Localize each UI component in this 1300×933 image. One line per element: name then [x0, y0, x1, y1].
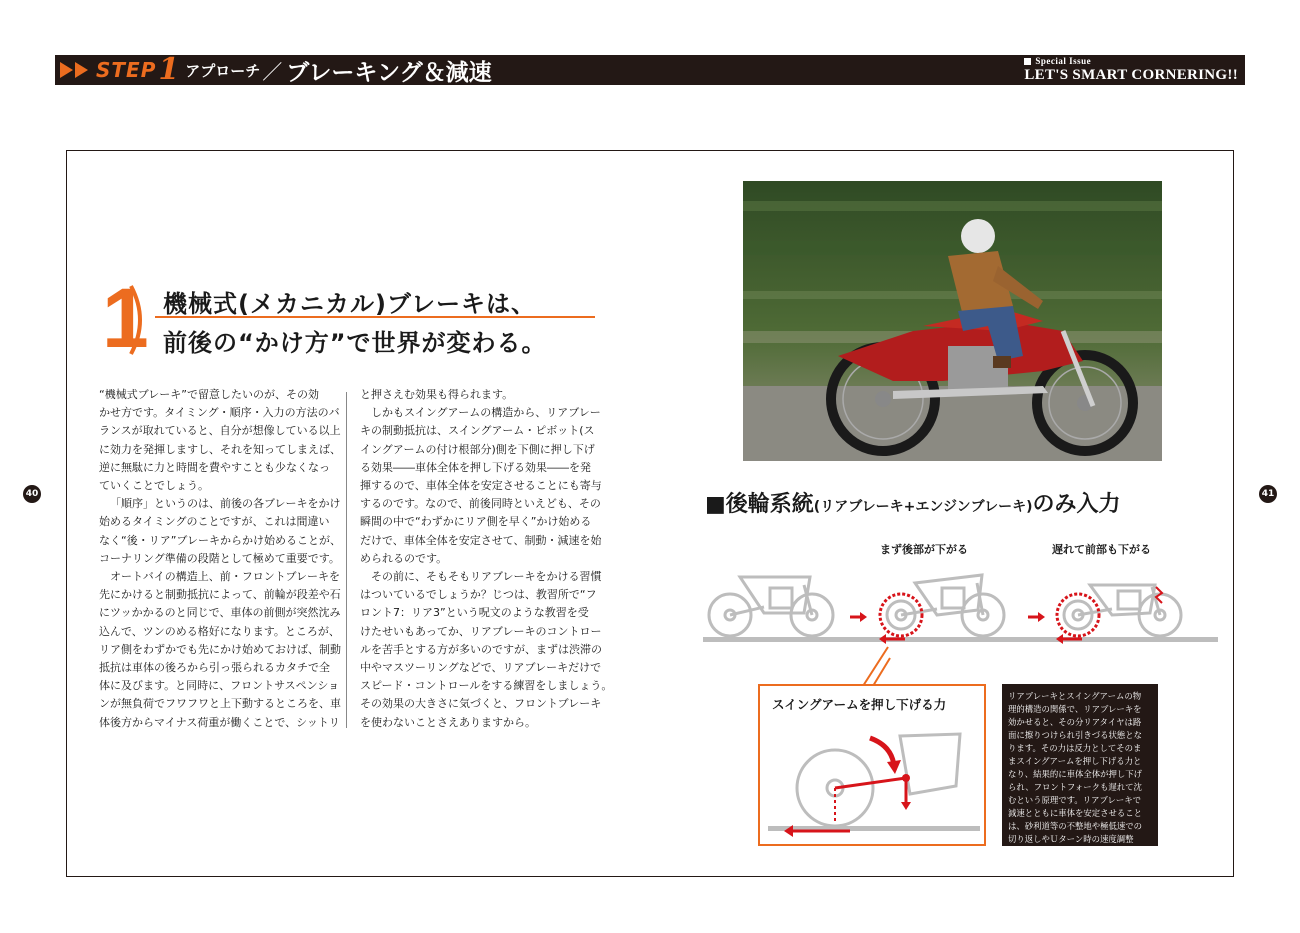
header-slash: ／: [262, 59, 283, 84]
swingarm-inset: [758, 684, 986, 846]
body-line: る効果――車体全体を押し下げる効果――を発: [360, 460, 591, 474]
body-line: ロント7：リア3”という呪文のような教習を受: [360, 606, 589, 620]
body-line: 揮するので、車体全体を安定させることにも寄与: [360, 479, 602, 493]
body-line: 逆に無駄に力と時間を費やすことも少なくなっ: [99, 460, 330, 474]
note-line: 切り返しやＵターン時の速度調整: [1008, 834, 1134, 844]
explanation-note: [1002, 684, 1158, 857]
body-column-right: [360, 386, 612, 732]
body-line: その効果の大きさに気づくと、フロントブレーキ: [360, 697, 602, 711]
note-line: は、砂利道等の不整地や極低速での: [1008, 821, 1142, 831]
swingarm-diagram: [760, 716, 984, 844]
motorcycle-photo-art: [743, 181, 1162, 461]
body-line: かせ方です。タイミング・順序・入力の方法のバ: [99, 406, 340, 420]
body-line: キの制動抵抗は、スイングアーム・ピボット(ス: [360, 424, 595, 438]
body-line: 体後方からマイナス荷重が働くことで、シットリ: [99, 715, 340, 729]
body-line: 「順序」というのは、前後の各ブレーキをかけ: [110, 497, 341, 511]
body-line: ランスが取れていると、自分が想像している以上: [99, 424, 341, 438]
column-divider: [346, 392, 347, 728]
bike-rear-down: [901, 575, 1004, 636]
motorcycle-photo: [743, 181, 1162, 461]
body-line: その前に、そもそもリアブレーキをかける習慣: [371, 570, 602, 584]
step-word: STEP: [96, 58, 157, 82]
body-line: けたせいもあってか、リアブレーキのコントロー: [360, 624, 602, 638]
note-line: ります。その力は反力としてそのま: [1008, 743, 1142, 753]
body-line: するのです。なので、前後同時といえども、その: [360, 497, 601, 511]
note-line: 等でも非常に有効です。: [1008, 847, 1100, 857]
heading-paren-icon: [127, 284, 155, 356]
magazine-title: LET'S SMART CORNERING!!: [1024, 67, 1238, 83]
diagram-title: [705, 487, 1121, 518]
header-right: [1024, 56, 1238, 84]
body-line: 抵抗は車体の後ろから引っ張られるカタチで全: [99, 661, 330, 675]
note-line: 面に擦りつけられ引きづる状態とな: [1008, 730, 1142, 740]
header-sub: アプローチ: [185, 61, 261, 80]
page-number-right: 41: [1259, 485, 1277, 503]
special-issue-label: Special Issue: [1035, 56, 1092, 66]
heading-line2: 前後の“かけ方”で世界が変わる。: [163, 329, 547, 357]
body-line: しかもスイングアームの構造から、リアブレー: [371, 406, 601, 420]
body-line: なく“後・リア”ブレーキからかけ始めることが、: [99, 533, 341, 547]
arrow-icon: [60, 62, 73, 78]
body-line: 瞬間の中で“わずかにリア側を早く”かけ始める: [360, 515, 592, 529]
body-line: イングアームの付け根部分)側を下側に押し下げ: [360, 442, 595, 456]
inset-title: スイングアームを押し下げる力: [772, 697, 947, 712]
body-line: オートバイの構造上、前・フロントブレーキを: [110, 570, 341, 584]
note-line: 減速とともに車体を安定させること: [1008, 808, 1142, 818]
body-line: はついているでしょうか？じつは、教習所で“フ: [360, 588, 597, 602]
body-line: められるのです。: [360, 551, 448, 565]
header-left: [60, 52, 492, 87]
note-line: られ、フロントフォークも遅れて沈: [1008, 782, 1142, 792]
body-line: ていくことでしょう。: [99, 479, 209, 493]
body-line: ルを苦手とする方が多いのですが、まずは渋滞の: [360, 642, 602, 656]
body-line: 始めるタイミングのことですが、これは間違い: [99, 515, 330, 529]
arrow-icon: [75, 62, 88, 78]
body-line: だけで、車体全体を安定させて、制動・減速を始: [360, 533, 602, 547]
note-line: まスイングアームを押し下げる力と: [1008, 756, 1142, 766]
bike-neutral: [709, 577, 833, 636]
square-icon: [1024, 58, 1031, 65]
heading-number: 1: [102, 271, 145, 365]
note-line: リアブレーキとスイングアームの物: [1008, 691, 1142, 701]
heading-line1: 機械式(メカニカル)ブレーキは、: [163, 290, 536, 318]
special-issue: [1024, 56, 1238, 66]
page-number-left: 40: [23, 485, 41, 503]
body-line: 中やマスツーリングなどで、リアブレーキだけで: [360, 661, 602, 675]
note-line: なり、結果的に車体全体が押し下げ: [1008, 769, 1142, 779]
note-line: むという原理です。リアブレーキで: [1008, 795, 1141, 805]
body-column-left: [99, 386, 341, 732]
diagram-title-prefix: ■後輪系統: [705, 492, 814, 517]
diagram-title-suffix: のみ入力: [1032, 492, 1121, 517]
bike-front-down: [1078, 585, 1181, 636]
label-rear-drops: まず後部が下がる: [880, 543, 968, 556]
paren-stroke: [131, 286, 140, 354]
label-front-drops: 遅れて前部も下がる: [1052, 543, 1151, 556]
bike-sequence-diagram: [700, 555, 1220, 690]
note-line: 効かせると、その分リアタイヤは路: [1008, 717, 1142, 727]
body-line: にツッかかるのと同じで、車体の前側が突然沈み: [99, 606, 341, 620]
body-line: 先にかけると制動抵抗によって、前輪が段差や石: [99, 588, 341, 602]
note-line: 理的構造の関係で、リアブレーキを: [1008, 704, 1142, 714]
step-number: 1: [158, 52, 180, 87]
body-line: ンが無負荷でフワフワと上下動するところを、車: [99, 697, 341, 711]
body-line: 体に及びます。と同時に、フロントサスペンショ: [99, 679, 340, 693]
diagram-title-paren: (リアブレーキ+エンジンブレーキ): [813, 499, 1033, 515]
body-line: 込んで、ツンのめる格好になります。ところが、: [99, 624, 340, 638]
header-title: ブレーキング＆減速: [286, 59, 492, 86]
body-line: と押さえむ効果も得られます。: [360, 388, 514, 401]
body-line: コーナリング準備の段階として極めて重要です。: [99, 551, 340, 565]
body-line: “機械式ブレーキ”で留意したいのが、その効: [99, 388, 319, 401]
ground-line: [703, 637, 1218, 642]
body-line: リア側をわずかでも先にかけ始めておけば、制動: [99, 642, 341, 656]
body-line: を使わないことさえありますから。: [360, 715, 536, 729]
body-line: に効力を発揮しますし、それを知ってしまえば、: [99, 442, 341, 456]
body-line: スピード・コントロールをする練習をしましょう。: [360, 679, 613, 693]
